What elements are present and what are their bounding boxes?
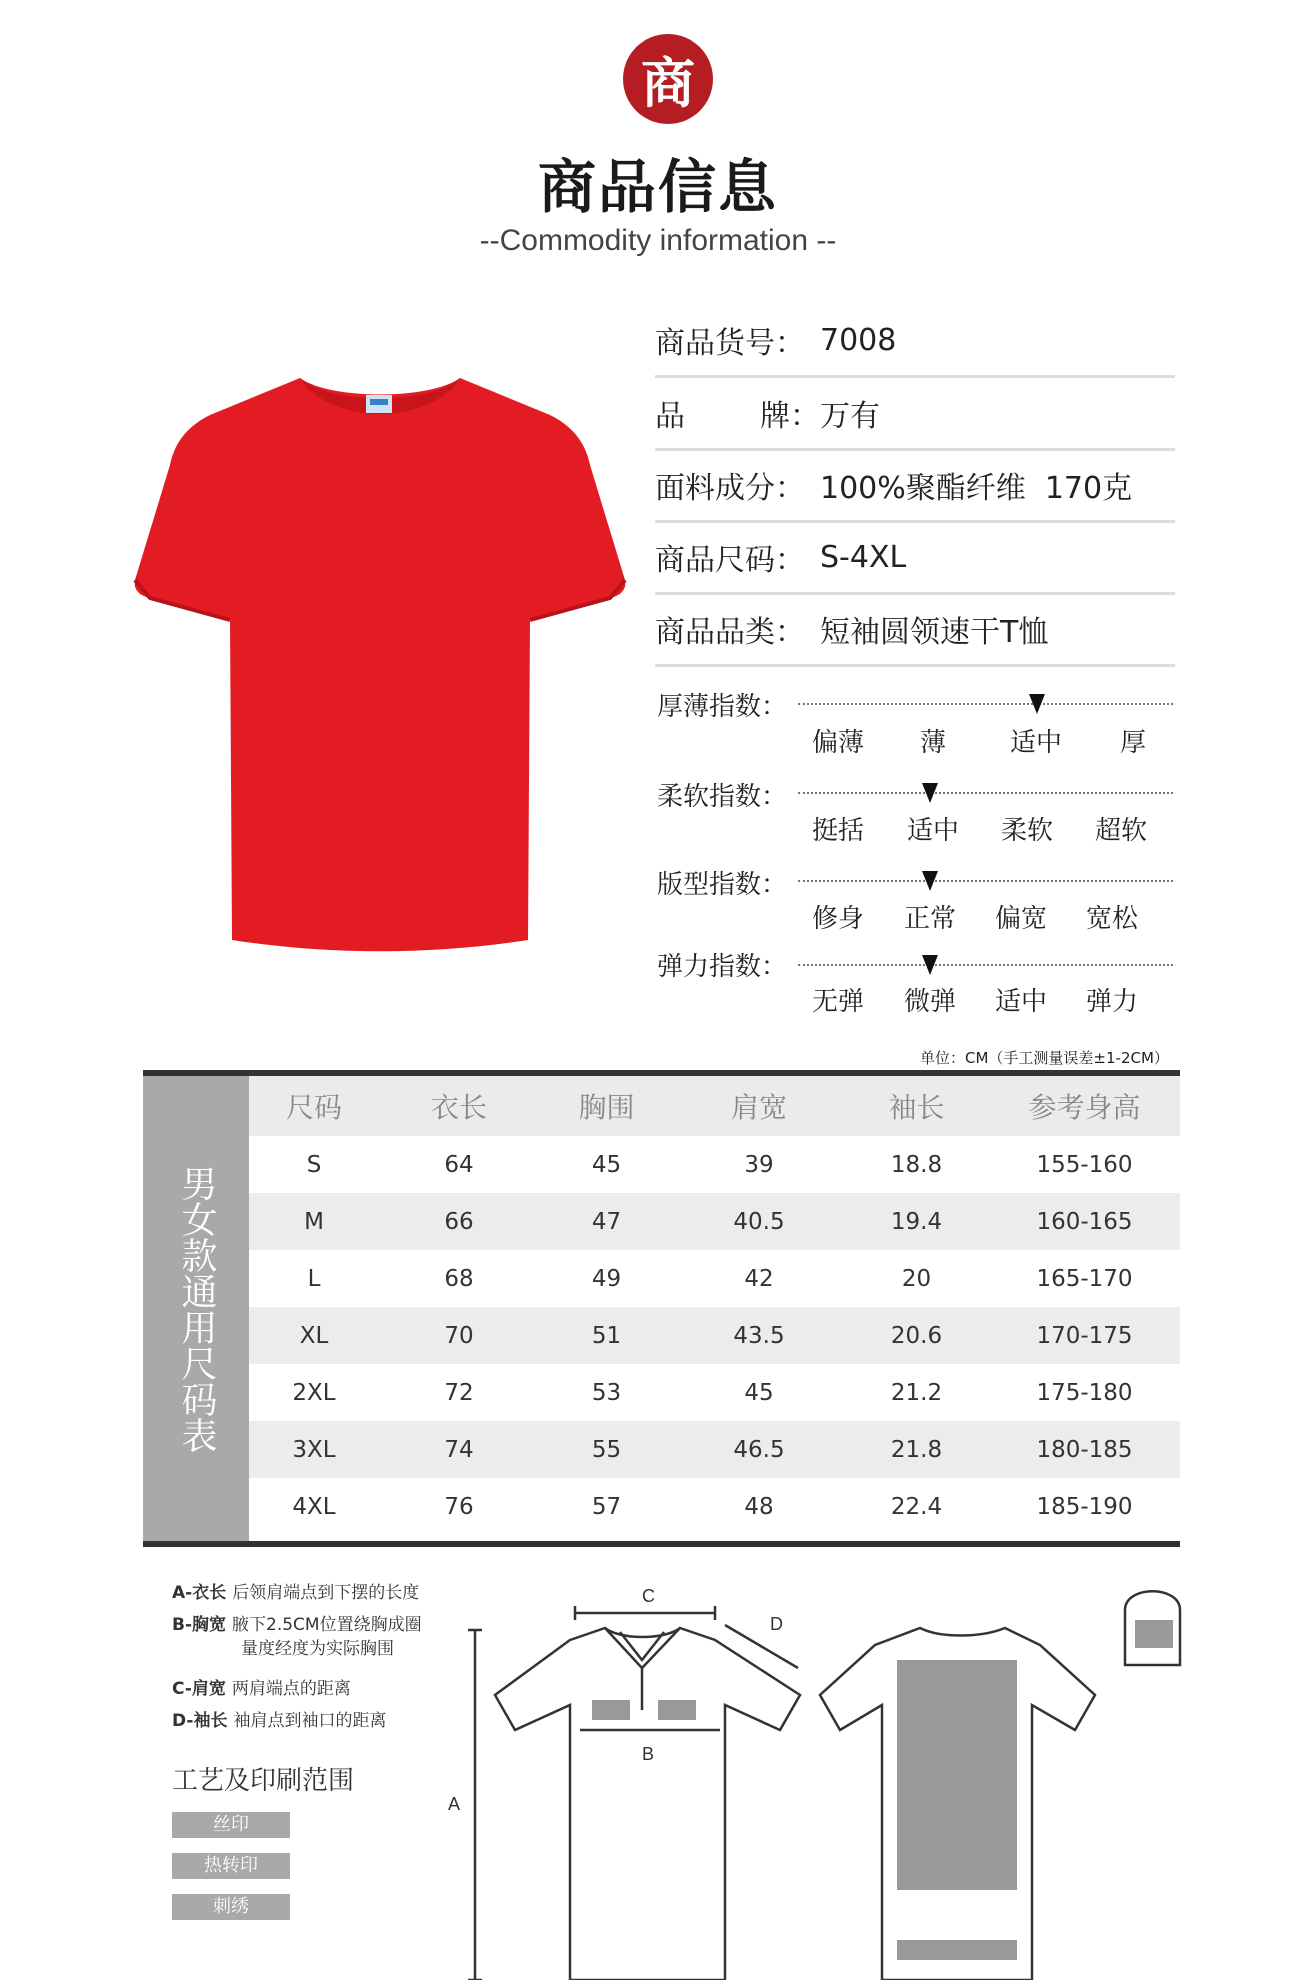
table-cell: 43.5 bbox=[733, 1322, 785, 1349]
spec-value: 万有 bbox=[820, 399, 880, 434]
table-cell: 72 bbox=[444, 1379, 474, 1406]
index-option: 无弹 bbox=[811, 987, 864, 1017]
table-header-cell: 参考身高 bbox=[1028, 1091, 1141, 1124]
table-cell: 21.2 bbox=[890, 1379, 943, 1406]
spec-row-item-no bbox=[655, 305, 1175, 378]
index-option: 适中 bbox=[1009, 728, 1062, 758]
table-row bbox=[249, 1193, 1180, 1250]
index-scale-line bbox=[798, 964, 1173, 966]
spec-row-brand bbox=[655, 378, 1175, 451]
logo-char: 商 bbox=[641, 51, 695, 115]
index-label-softness: 柔软指数： bbox=[657, 782, 788, 812]
table-row bbox=[249, 1250, 1180, 1307]
legend-desc: 两肩端点的距离 bbox=[231, 1679, 351, 1699]
table-cell: 49 bbox=[591, 1265, 622, 1292]
craft-title: 工艺及印刷范围 bbox=[172, 1766, 355, 1796]
index-option: 超软 bbox=[1094, 816, 1147, 846]
table-cell: 39 bbox=[744, 1151, 774, 1178]
index-option: 柔软 bbox=[1000, 816, 1053, 846]
table-cell: 20 bbox=[901, 1265, 932, 1292]
table-cell: 47 bbox=[591, 1208, 622, 1235]
table-cell: 48 bbox=[744, 1493, 774, 1520]
table-cell: 46.5 bbox=[733, 1436, 785, 1463]
index-marker-arrow bbox=[922, 871, 938, 891]
table-header-cell: 尺码 bbox=[285, 1091, 342, 1124]
legend-key: B-胸宽 bbox=[172, 1615, 227, 1635]
table-cell: 64 bbox=[444, 1151, 474, 1178]
spec-label: 商品尺码： bbox=[655, 543, 805, 578]
index-option: 薄 bbox=[919, 728, 946, 758]
table-cell: 21.8 bbox=[890, 1436, 943, 1463]
index-option: 偏宽 bbox=[994, 904, 1047, 934]
spec-label-part: 品 bbox=[655, 399, 685, 434]
diagram-label-c: C bbox=[642, 1586, 655, 1606]
spec-value: 短袖圆领速干T恤 bbox=[820, 615, 1049, 650]
spec-value: 100%聚酯纤维 170克 bbox=[820, 471, 1133, 506]
table-row bbox=[249, 1307, 1180, 1364]
table-cell: 3XL bbox=[292, 1436, 336, 1463]
spec-row-category bbox=[655, 594, 1175, 667]
size-table-side-title bbox=[143, 1076, 249, 1541]
legend-key: A-衣长 bbox=[172, 1583, 227, 1603]
table-header-row bbox=[249, 1076, 1180, 1136]
index-scale-line bbox=[798, 792, 1173, 794]
index-option: 宽松 bbox=[1085, 904, 1138, 934]
table-cell: 22.4 bbox=[890, 1493, 943, 1520]
diagram-label-a: A bbox=[448, 1794, 461, 1814]
index-marker-arrow bbox=[1029, 694, 1045, 714]
table-cell: 76 bbox=[444, 1493, 474, 1520]
spec-label: 商品品类： bbox=[655, 615, 805, 650]
table-cell: 70 bbox=[444, 1322, 474, 1349]
product-tshirt-image bbox=[130, 370, 630, 970]
index-option: 适中 bbox=[994, 987, 1047, 1017]
table-cell: 40.5 bbox=[733, 1208, 785, 1235]
index-option: 正常 bbox=[903, 904, 956, 934]
legend-item-d bbox=[172, 1706, 386, 1731]
index-label-elasticity: 弹力指数： bbox=[657, 952, 788, 982]
index-option: 厚 bbox=[1119, 728, 1146, 758]
table-header-cell: 肩宽 bbox=[730, 1091, 787, 1124]
craft-item-embroidery: 刺绣 bbox=[172, 1894, 290, 1920]
spec-label-part: 牌： bbox=[760, 399, 820, 434]
table-cell: 68 bbox=[444, 1265, 474, 1292]
legend-item-c bbox=[172, 1674, 351, 1699]
index-option: 适中 bbox=[906, 816, 959, 846]
size-table-grid bbox=[249, 1076, 1180, 1535]
index-marker-arrow bbox=[922, 955, 938, 975]
table-cell: 45 bbox=[591, 1151, 622, 1178]
table-row bbox=[249, 1421, 1180, 1478]
table-cell: 45 bbox=[744, 1379, 774, 1406]
index-option: 挺括 bbox=[811, 816, 864, 846]
side-title-text: 男女款通用尺码表 bbox=[176, 1164, 217, 1453]
spec-row-fabric bbox=[655, 450, 1175, 523]
table-cell: 55 bbox=[591, 1436, 622, 1463]
table-row bbox=[249, 1364, 1180, 1421]
legend-item-a bbox=[172, 1578, 419, 1603]
index-option: 修身 bbox=[811, 904, 864, 934]
index-option: 偏薄 bbox=[811, 728, 864, 758]
table-row bbox=[249, 1136, 1180, 1193]
table-cell: 19.4 bbox=[890, 1208, 943, 1235]
table-cell: M bbox=[304, 1208, 324, 1235]
legend-desc: 袖肩点到袖口的距离 bbox=[233, 1711, 387, 1731]
table-header-cell: 胸围 bbox=[578, 1091, 635, 1124]
measurement-diagram bbox=[420, 1580, 1200, 1980]
index-scale-line bbox=[798, 703, 1173, 705]
spec-label: 商品货号： bbox=[655, 326, 805, 361]
index-scale-line bbox=[798, 880, 1173, 882]
page-subtitle: --Commodity information -- bbox=[479, 224, 837, 257]
spec-value: S-4XL bbox=[820, 539, 907, 575]
table-cell: 2XL bbox=[292, 1379, 336, 1406]
table-cell: 180-185 bbox=[1036, 1436, 1133, 1463]
table-cell: 57 bbox=[591, 1493, 622, 1520]
table-cell: 53 bbox=[591, 1379, 622, 1406]
spec-label: 面料成分： bbox=[655, 471, 805, 506]
unit-note: 单位：CM（手工测量误差±1-2CM） bbox=[920, 1049, 1169, 1067]
table-cell: 175-180 bbox=[1036, 1379, 1133, 1406]
table-cell: 4XL bbox=[292, 1493, 336, 1520]
spec-label bbox=[655, 391, 820, 435]
size-table bbox=[143, 1070, 1180, 1547]
table-cell: L bbox=[307, 1265, 321, 1292]
table-cell: 51 bbox=[591, 1322, 622, 1349]
table-header-cell: 袖长 bbox=[888, 1091, 945, 1124]
table-cell: XL bbox=[299, 1322, 329, 1349]
craft-item-heat-transfer: 热转印 bbox=[172, 1853, 290, 1879]
index-option: 弹力 bbox=[1085, 987, 1138, 1017]
table-body bbox=[249, 1136, 1180, 1535]
diagram-label-d: D bbox=[770, 1614, 783, 1634]
page-title: 商品信息 bbox=[537, 153, 778, 221]
table-row bbox=[249, 1478, 1180, 1535]
index-label-thickness: 厚薄指数： bbox=[657, 692, 788, 722]
legend-desc: 后领肩端点到下摆的长度 bbox=[232, 1583, 420, 1603]
table-cell: 42 bbox=[744, 1265, 774, 1292]
table-cell: 155-160 bbox=[1036, 1151, 1133, 1178]
legend-item-b bbox=[172, 1610, 422, 1635]
legend-desc: 腋下2.5CM位置绕胸成圈 bbox=[232, 1615, 422, 1635]
spec-value: 7008 bbox=[820, 322, 897, 358]
craft-item-silkscreen: 丝印 bbox=[172, 1812, 290, 1838]
index-marker-arrow bbox=[922, 783, 938, 803]
legend-key: D-袖长 bbox=[172, 1711, 228, 1731]
spec-row-size bbox=[655, 522, 1175, 595]
table-cell: S bbox=[306, 1151, 322, 1178]
index-option: 微弹 bbox=[903, 987, 956, 1017]
legend-item-b-line2: 量度经度为实际胸围 bbox=[241, 1639, 394, 1659]
legend-key: C-肩宽 bbox=[172, 1679, 226, 1699]
table-header-cell: 衣长 bbox=[430, 1091, 487, 1124]
table-cell: 185-190 bbox=[1036, 1493, 1133, 1520]
logo-badge bbox=[623, 34, 713, 124]
table-cell: 20.6 bbox=[890, 1322, 943, 1349]
table-cell: 170-175 bbox=[1036, 1322, 1133, 1349]
table-cell: 165-170 bbox=[1036, 1265, 1133, 1292]
table-cell: 74 bbox=[444, 1436, 474, 1463]
table-cell: 18.8 bbox=[890, 1151, 943, 1178]
table-cell: 66 bbox=[444, 1208, 474, 1235]
index-label-fit: 版型指数： bbox=[657, 870, 788, 900]
diagram-label-b: B bbox=[642, 1744, 655, 1764]
table-cell: 160-165 bbox=[1036, 1208, 1133, 1235]
